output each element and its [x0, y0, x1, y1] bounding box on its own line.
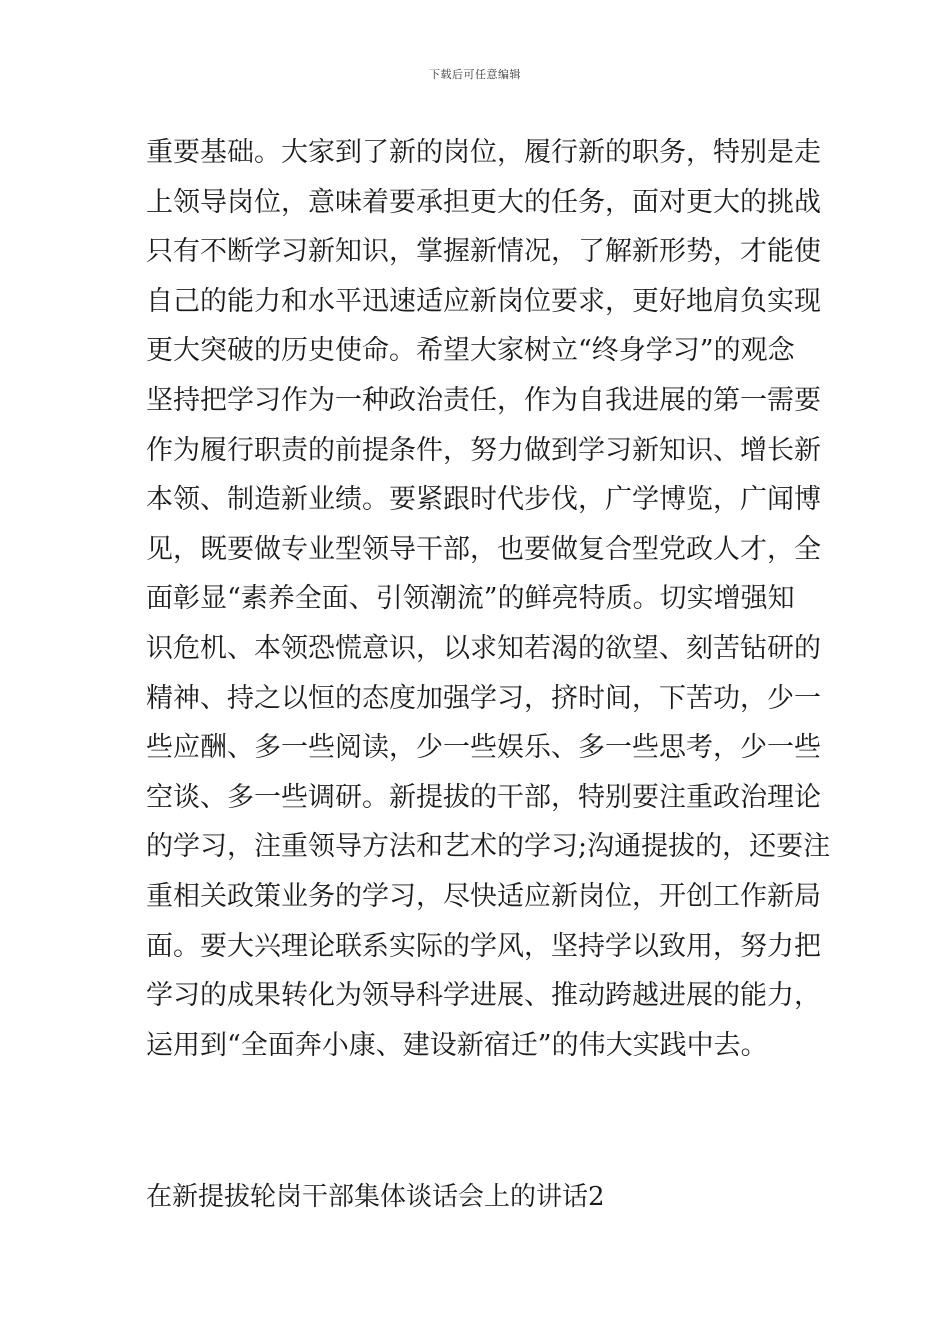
paragraph-line: 些应酬、多一些阅读，少一些娱乐、多一些思考，少一些	[146, 732, 821, 764]
paragraph-line: 见，既要做专业型领导干部，也要做复合型党政人才，全	[146, 533, 821, 565]
paragraph-line: 精神、持之以恒的态度加强学习，挤时间，下苦功，少一	[146, 682, 821, 714]
paragraph-line: 作为履行职责的前提条件，努力做到学习新知识、增长新	[146, 434, 821, 466]
paragraph-line: 识危机、本领恐慌意识，以求知若渴的欲望、刻苦钻研的	[146, 632, 821, 664]
paragraph-line: 重相关政策业务的学习，尽快适应新岗位，开创工作新局	[146, 880, 821, 912]
paragraph-line: 坚持把学习作为一种政治责任，作为自我进展的第一需要	[146, 384, 821, 416]
page-header: 下载后可任意编辑	[429, 68, 521, 81]
paragraph-line: 面彰显“素养全面、引领潮流”的鲜亮特质。切实增强知	[146, 583, 795, 615]
section-title: 在新提拔轮岗干部集体谈话会上的讲话2	[146, 1182, 605, 1212]
paragraph-line: 上领导岗位，意味着要承担更大的任务，面对更大的挑战	[146, 186, 821, 218]
paragraph-line: 重要基础。大家到了新的岗位，履行新的职务，特别是走	[146, 137, 821, 168]
paragraph-line: 本领、制造新业绩。要紧跟时代步伐，广学博览，广闻博	[146, 484, 821, 516]
paragraph-line: 更大突破的历史使命。希望大家树立“终身学习”的观念	[146, 335, 795, 367]
body-paragraph	[146, 128, 831, 1070]
paragraph-line: 运用到“全面奔小康、建设新宿迁”的伟大实践中去。	[146, 1029, 768, 1061]
paragraph-line: 空谈、多一些调研。新提拔的干部，特别要注重政治理论	[146, 781, 821, 813]
paragraph-line: 自己的能力和水平迅速适应新岗位要求，更好地肩负实现	[146, 285, 821, 317]
paragraph-line: 面。要大兴理论联系实际的学风，坚持学以致用，努力把	[146, 930, 821, 962]
paragraph-line: 只有不断学习新知识，掌握新情况，了解新形势，才能使	[146, 236, 821, 268]
paragraph-line: 的学习，注重领导方法和艺术的学习;沟通提拔的，还要注	[146, 831, 831, 863]
paragraph-line: 学习的成果转化为领导科学进展、推动跨越进展的能力，	[146, 980, 821, 1012]
